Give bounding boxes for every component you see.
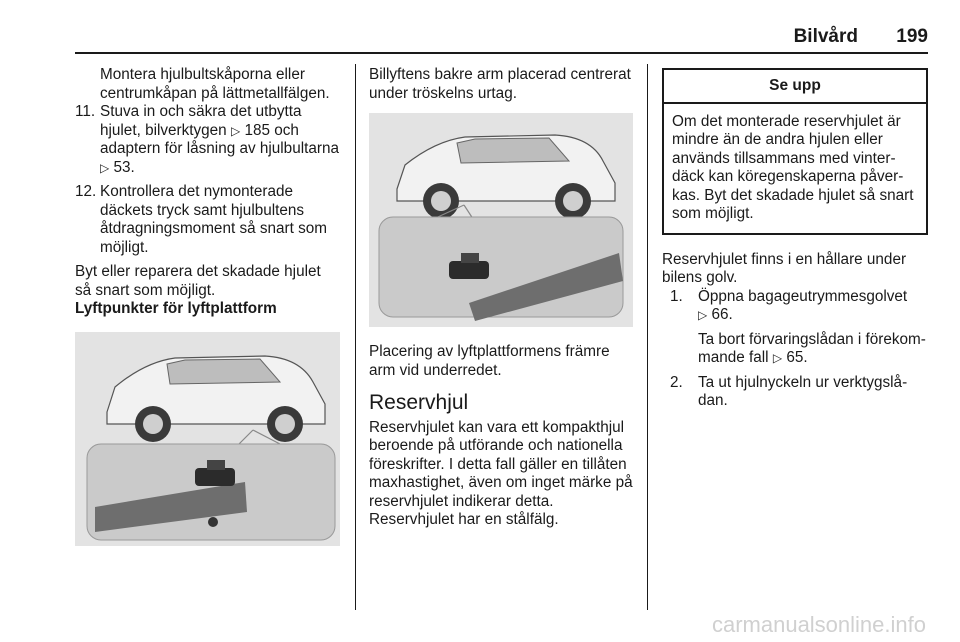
subheading: Lyftpunkter för lyftplattform [75,300,277,317]
step-number: 2. [670,373,683,391]
step-text: . [130,158,135,176]
page-reference-link[interactable]: 66 [711,306,729,323]
step-text: och adaptern för låsning av hjulbultarna [100,121,339,157]
page-reference-link[interactable]: 53 [113,158,131,176]
page-reference-link[interactable]: 185 [244,121,270,139]
step-number: 11. [75,103,96,120]
page-number: 199 [896,26,928,47]
reference-arrow-icon: ▷ [698,308,708,322]
paragraph: Billyftens bakre arm placerad centrerat under tröskelns urtag. [369,66,631,102]
warning-box [662,68,928,235]
car-lift-illustration [369,113,633,327]
step-2 [670,374,928,411]
step-11 [75,103,340,177]
step-text: Stuva in och säkra det utbytta hjulet, bilverktygen [100,103,302,139]
step-12 [75,183,340,257]
step-text: Kontrollera det nymonterade däckets tryck samt hjulbultens åtdragningsmoment så snart som möjligt. [100,183,328,256]
figure-front-lift-arm [369,113,633,327]
column-divider [647,64,648,610]
step-number: 1. [670,287,683,305]
reference-arrow-icon: ▷ [100,160,110,175]
caption: Placering av lyftplattformens främre arm vid underredet. [369,343,610,379]
warning-title: Se upp [664,70,926,104]
section-heading: Reservhjul [369,391,469,414]
column-divider [355,64,356,610]
column-right [662,66,928,417]
step-text: Ta ut hjulnyckeln ur verktygslådan. [698,373,908,409]
step-1 [670,288,928,325]
step-number: 12. [75,183,97,200]
step-text: . [728,306,733,323]
section-title: Bilvård [793,26,858,47]
figure-rear-lift-arm [75,332,340,546]
step-continuation [662,331,928,368]
reference-arrow-icon: ▷ [772,351,783,365]
paragraph: Byt eller reparera det skadade hjulet så snart som möjligt. [75,263,321,299]
column-left [75,66,340,546]
paragraph: Reservhjulet kan vara ett kompakthjul beroende på utförande och nationella föreskrifter. I detta fall gäller en tillåten maxhastighet, även om inget märke på reservhjulet indikerar detta. [369,418,633,510]
car-lift-illustration [75,332,340,546]
step-text: Ta bort förvaringslådan i förekommande fall [698,330,926,366]
paragraph: Reservhjulet har en stålfälg. [369,511,559,528]
watermark: carmanualsonline.info [711,612,926,637]
page-reference-link[interactable]: 65 [786,349,804,366]
warning-body: Om det monterade reservhjulet är mindre än de andra hjulen eller används tillsammans med vinterdäck kan köregenskaperna påverkas. Byt det skadade hjulet så snart som möjligt. [672,112,914,222]
column-middle [369,66,633,530]
page-header [75,26,928,50]
step-continuation: Montera hjulbultskåporna eller centrumkåpan på lättmetallfälgen. [100,66,330,102]
step-text: Öppna bagageutrymmesgolvet [698,287,908,305]
reference-arrow-icon: ▷ [230,123,241,138]
paragraph: Reservhjulet finns i en hållare under bilens golv. [662,250,907,286]
header-rule [75,52,928,54]
step-text: . [803,349,808,366]
